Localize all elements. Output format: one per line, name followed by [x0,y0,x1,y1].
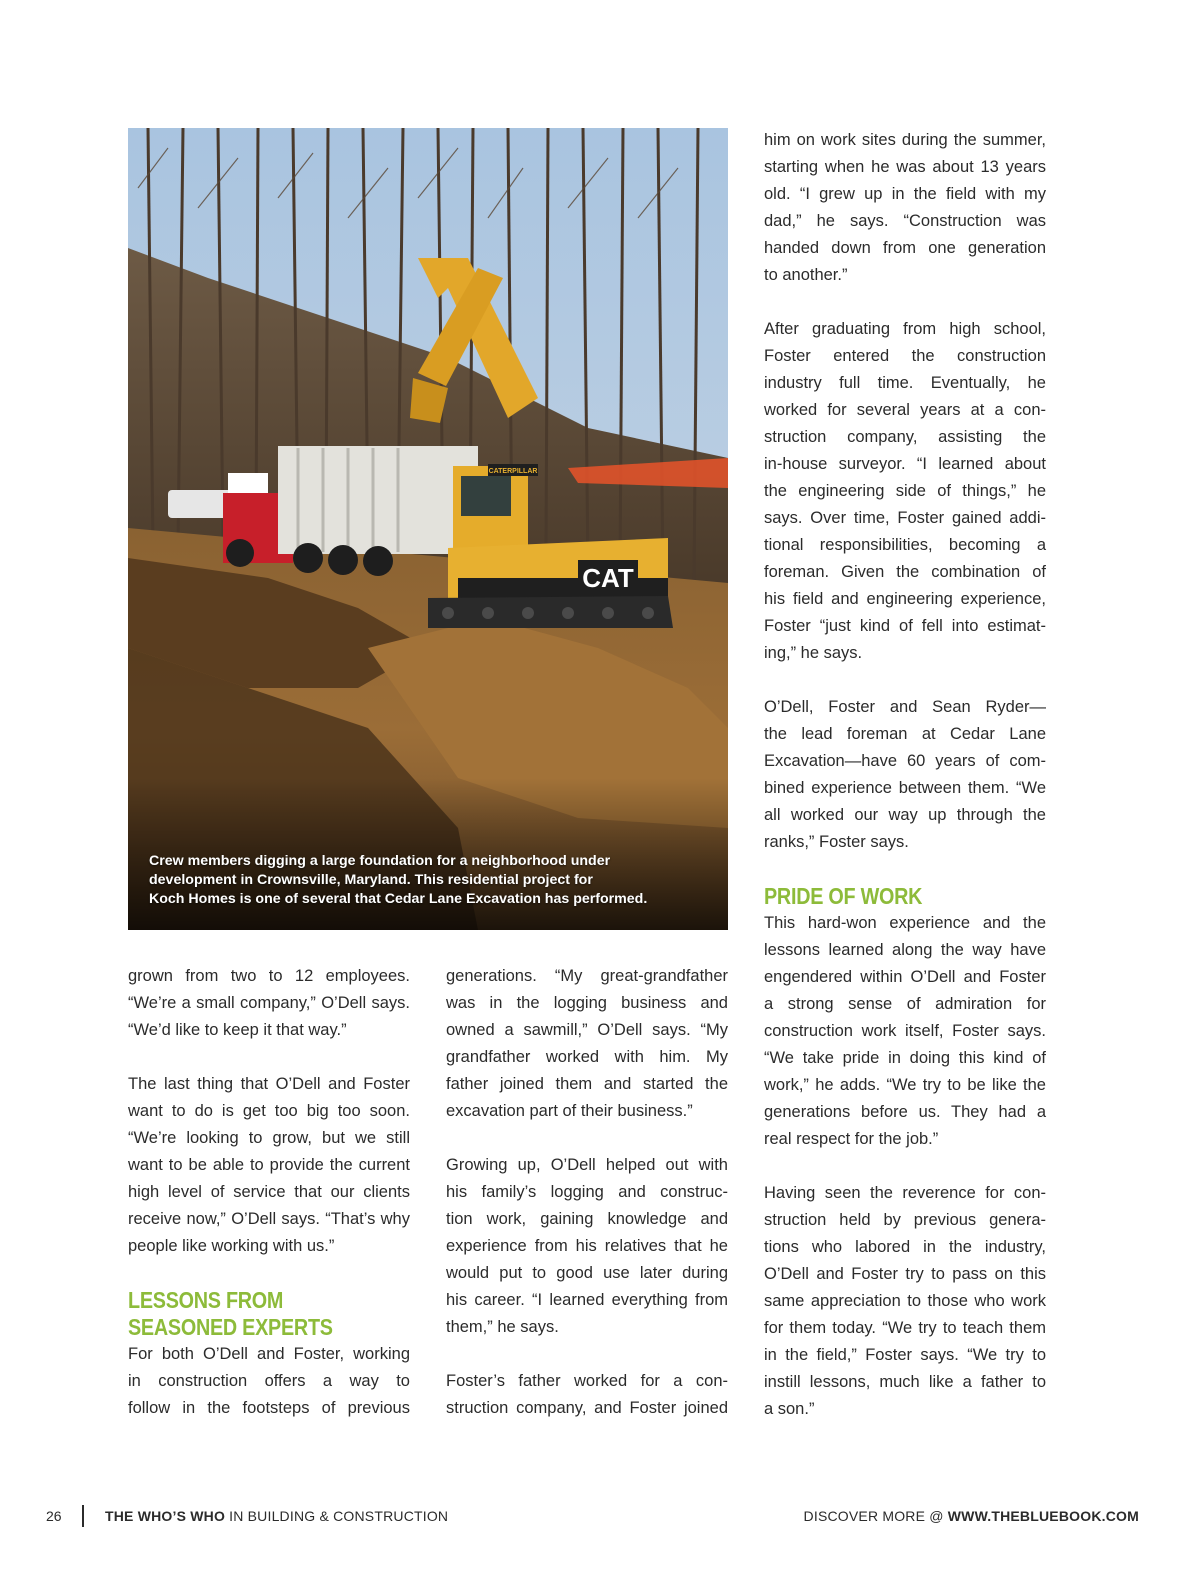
paragraph [128,1341,410,1422]
text-line: tional responsibilities, becoming a [764,536,1046,554]
text-line: This hard-won experience and the [764,914,1046,932]
text-line: industry full time. Eventually, he [764,374,1046,392]
photo-caption [149,852,689,909]
column-1 [128,963,410,1422]
text-line: generations. “My great-grandfather [446,967,728,985]
text-line: his family’s logging and construc- [446,1183,728,1201]
text-line: starting when he was about 13 years [764,158,1046,176]
text-line: his field and engineering experience, [764,590,1046,608]
heading-line: LESSONS FROM [128,1287,284,1313]
text-line: them,” he says. [446,1318,559,1336]
text-line: instill lessons, much like a father to [764,1373,1046,1391]
text-line: foreman. Given the combination of [764,563,1046,581]
text-line: For both O’Dell and Foster, working [128,1345,410,1363]
text-line: for them today. “We try to teach them [764,1319,1046,1337]
text-line: “We’re looking to grow, but we still [128,1129,410,1147]
text-line: follow in the footsteps of previous [128,1399,410,1417]
paragraph [128,963,410,1044]
text-line: struction company, assisting the [764,428,1046,446]
text-line: experience from his relatives that he [446,1237,728,1255]
heading-line: PRIDE OF WORK [764,883,923,909]
text-line: would put to good use later during [446,1264,728,1282]
text-line: want to do is get too big too soon. [128,1102,410,1120]
paragraph [764,1180,1046,1423]
text-line: all worked our way up through the [764,806,1046,824]
text-line: a strong sense of admiration for [764,995,1046,1013]
text-line: same appreciation to those who work [764,1292,1046,1310]
text-line: in-house surveyor. “I learned about [764,455,1046,473]
paragraph [764,694,1046,856]
article-photo [128,128,728,930]
cab-label: CATERPILLAR [488,468,538,475]
text-line: dad,” he says. “Construction was [764,212,1046,230]
text-line: Having seen the reverence for con- [764,1184,1046,1202]
text-line: O’Dell and Foster try to pass on this [764,1265,1046,1283]
paragraph [764,316,1046,667]
text-line: tions who labored in the industry, [764,1238,1046,1256]
publication-title [105,1508,448,1524]
text-line: ing,” he says. [764,644,863,662]
paragraph [764,910,1046,1153]
section-heading-lessons [128,1287,371,1341]
text-line: the lead foreman at Cedar Lane [764,725,1046,743]
text-line: generations before us. They had a [764,1103,1046,1121]
text-line: high level of service that our clients [128,1183,410,1201]
text-line: work,” he adds. “We try to be like the [764,1076,1046,1094]
text-line: engendered within O’Dell and Foster [764,968,1046,986]
paragraph [128,1071,410,1260]
text-line: in construction offers a way to [128,1372,410,1390]
text-line: tion work, gaining knowledge and [446,1210,728,1228]
page-footer [0,1500,1200,1532]
text-line: a son.” [764,1400,815,1418]
paragraph [764,127,1046,289]
cat-logo: CAT [582,563,634,593]
publication-title-bold: THE WHO’S WHO [105,1508,226,1524]
text-line: in the field,” Foster says. “We try to [764,1346,1046,1364]
text-line: The last thing that O’Dell and Foster [128,1075,410,1093]
footer-divider [82,1505,84,1527]
text-line: says. Over time, Foster gained addi- [764,509,1046,527]
text-line: grown from two to 12 employees. [128,967,410,985]
text-line: excavation part of their business.” [446,1102,693,1120]
text-line: lessons learned along the way have [764,941,1046,959]
text-line: to another.” [764,266,848,284]
text-line: After graduating from high school, [764,320,1046,338]
text-line: grandfather worked with him. My [446,1048,728,1066]
paragraph [446,1152,728,1341]
text-line: receive now,” O’Dell says. “That’s why [128,1210,410,1228]
text-line: struction company, and Foster joined [446,1399,728,1417]
page-number: 26 [46,1508,62,1524]
text-line: worked for several years at a con- [764,401,1046,419]
text-line: Foster’s father worked for a con- [446,1372,728,1390]
text-line: him on work sites during the summer, [764,131,1046,149]
text-line: Foster “just kind of fell into estimat- [764,617,1046,635]
text-line: people like working with us.” [128,1237,335,1255]
paragraph [446,1368,728,1422]
text-line: his career. “I learned everything from [446,1291,728,1309]
discover-prefix: DISCOVER MORE @ [803,1508,948,1524]
text-line: “We take pride in doing this kind of [764,1049,1046,1067]
text-line: owned a sawmill,” O’Dell says. “My [446,1021,728,1039]
text-line: “We’d like to keep it that way.” [128,1021,347,1039]
text-line: father joined them and started the [446,1075,728,1093]
publication-title-rest: IN BUILDING & CONSTRUCTION [225,1508,449,1524]
column-3 [764,127,1046,1423]
text-line: old. “I grew up in the field with my [764,185,1046,203]
heading-line: SEASONED EXPERTS [128,1314,333,1340]
text-line: Growing up, O’Dell helped out with [446,1156,728,1174]
column-2 [446,963,728,1422]
text-line: bined experience between them. “We [764,779,1046,797]
paragraph [446,963,728,1125]
text-line: ranks,” Foster says. [764,833,909,851]
text-line: was in the logging business and [446,994,728,1012]
website-link[interactable]: WWW.THEBLUEBOOK.COM [947,1508,1139,1524]
text-line: handed down from one generation [764,239,1046,257]
text-line: want to be able to provide the current [128,1156,410,1174]
text-line: real respect for the job.” [764,1130,939,1148]
text-line: the engineering side of things,” he [764,482,1046,500]
section-heading-pride [764,883,1007,910]
text-line: “We’re a small company,” O’Dell says. [128,994,410,1012]
text-line: struction held by previous genera- [764,1211,1046,1229]
caption-line: development in Crownsville, Maryland. This residential project for [149,872,593,888]
caption-line: Koch Homes is one of several that Cedar Lane Excavation has performed. [149,891,648,907]
text-line: construction work itself, Foster says. [764,1022,1046,1040]
text-line: Excavation—have 60 years of com- [764,752,1046,770]
text-line: O’Dell, Foster and Sean Ryder— [764,698,1046,716]
discover-more [804,1508,1139,1524]
text-line: Foster entered the construction [764,347,1046,365]
excavator-photo-icon [128,128,728,930]
caption-line: Crew members digging a large foundation for a neighborhood under [149,853,611,869]
